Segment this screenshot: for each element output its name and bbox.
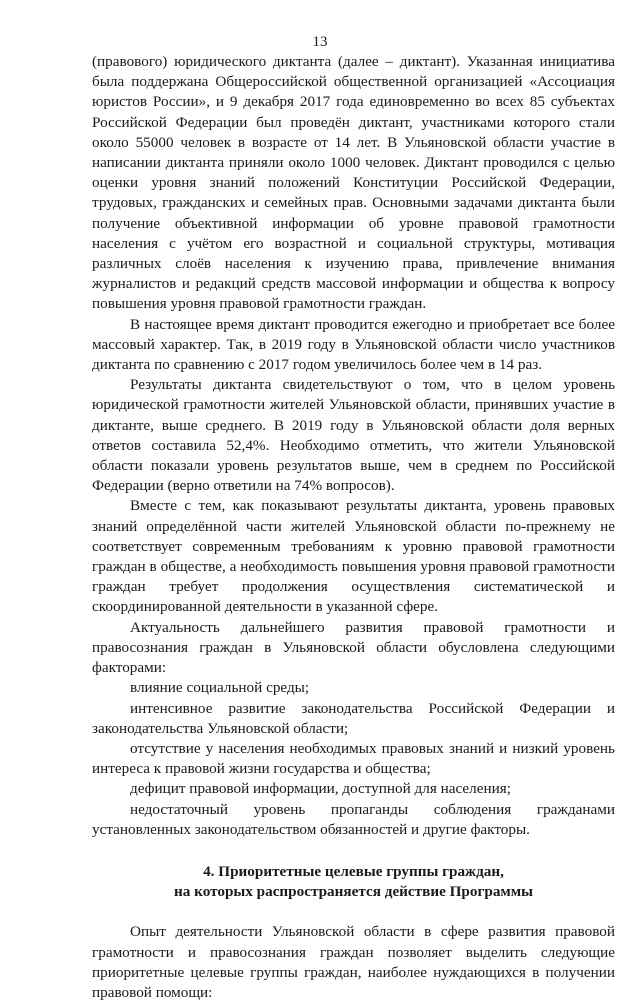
page-number: 13	[312, 34, 328, 50]
section-heading-line-2: на которых распространяется действие Программы	[174, 883, 533, 901]
paragraph-relevance-factors: Актуальность дальнейшего развития правовой грамотности и правосознания граждан в Ульяновской области обусловлена следующими факторами:	[92, 618, 615, 677]
factor-list-item: влияние социальной среды;	[130, 679, 310, 697]
document-body	[92, 52, 615, 1003]
section-heading-line-1: 4. Приоритетные целевые группы граждан,	[203, 862, 504, 880]
factor-list-item: дефицит правовой информации, доступной для населения;	[130, 780, 511, 798]
paragraph-dictation-annual: В настоящее время диктант проводится ежегодно и приобретает все более массовый характер. Так, в 2019 году в Ульяновской области число участников диктанта по сравнению с 2017 годом увеличилось более чем в 14 раз.	[92, 315, 615, 374]
factor-list-item: отсутствие у населения необходимых правовых знаний и низкий уровень интереса к правовой жизни государства и общества;	[92, 739, 615, 778]
paragraph-dictation-initiative: (правового) юридического диктанта (далее – диктант). Указанная инициатива была поддержана Общероссийской общественной организацией «Ассоциация юристов России», и 9 декабря 2017 года единовременно во всех 85 субъектах Российской Федерации был проведён диктант, участниками которого стали около 55000 человек в возрасте от 14 лет. В Ульяновской области участие в написании диктанта приняли около 1000 человек. Диктант проводился с целью оценки уровня знаний положений Конституции Российской Федерации, трудовых, гражданских и семейных прав. Основными задачами диктанта были получение объективной информации об уровне правовой грамотности населения с учётом его возрастной и социальной структуры, мотивация различных слоёв населения к изучению права, привлечение внимания журналистов и редакций средств массовой информации и общества к вопросу повышения уровня правовой грамотности граждан.	[92, 53, 615, 313]
section-heading	[92, 862, 615, 902]
factor-list-item: интенсивное развитие законодательства Российской Федерации и законодательства Ульяновской области;	[92, 699, 615, 737]
paragraph-dictation-results: Результаты диктанта свидетельствуют о том, что в целом уровень юридической грамотности жителей Ульяновской области, принявших участие в диктанте, выше среднего. В 2019 году в Ульяновской области доля верных ответов составила 52,4%. Необходимо отметить, что жители Ульяновской области показали уровень результатов выше, чем в среднем по Российской Федерации (верно ответили на 74% вопросов).	[92, 376, 615, 495]
paragraph-knowledge-level: Вместе с тем, как показывают результаты диктанта, уровень правовых знаний определённой части жителей Ульяновской области по-прежнему не соответствует современным требованиям к уровню правовой грамотности граждан в обществе, а необходимость повышения уровня правовой грамотности граждан требует продолжения осуществления систематической и скоординированной деятельности в указанной сфере.	[92, 497, 615, 616]
paragraph-target-groups: Опыт деятельности Ульяновской области в сфере развития правовой грамотности и правосознания граждан позволяет выделить следующие приоритетные целевые группы граждан, наиболее нуждающихся в получении правовой помощи:	[92, 923, 615, 1001]
factor-list-item: недостаточный уровень пропаганды соблюдения гражданами установленных законодательством обязанностей и другие факторы.	[92, 800, 615, 838]
